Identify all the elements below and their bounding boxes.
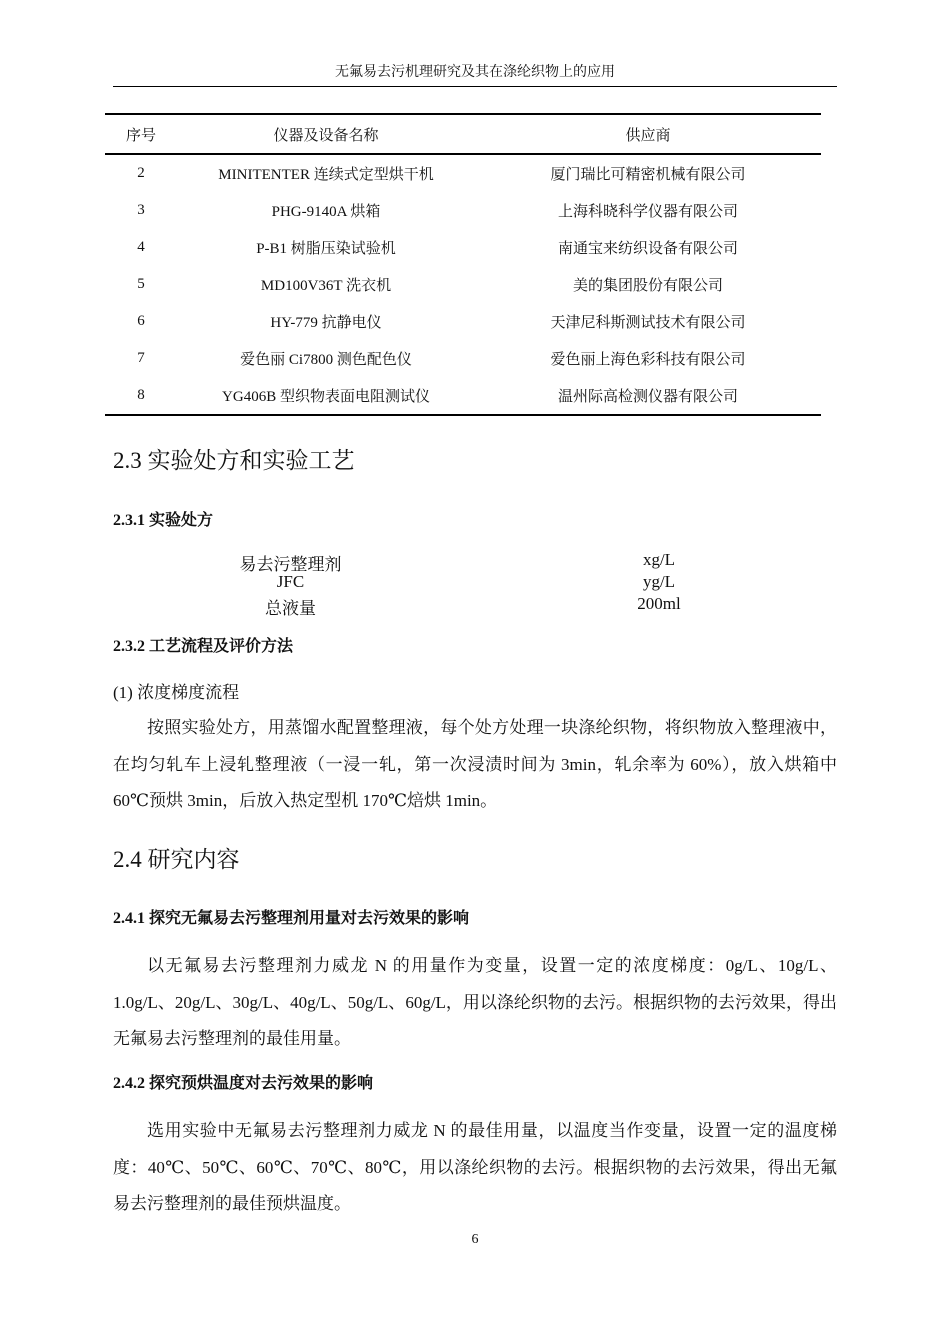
- column-header-equipment-name: 仪器及设备名称: [177, 114, 475, 154]
- section-heading-2-4: 2.4 研究内容: [113, 847, 240, 872]
- running-header: 无氟易去污机理研究及其在涤纶织物上的应用: [113, 64, 837, 87]
- cell-supplier: 上海科晓科学仪器有限公司: [557, 204, 738, 220]
- recipe-item-name: 易去污整理剂: [239, 555, 342, 574]
- cell-index: 6: [137, 313, 145, 329]
- paragraph-process: 按照实验处方，用蒸馏水配置整理液，每个处方处理一块涤纶织物，将织物放入整理液中，在均匀轧车上浸轧整理液（一浸一轧，第一次浸渍时间为 3min，轧余率为 60%），放入烘箱中 60℃预烘 3min，后放入热定型机 170℃焙烘 1min。: [113, 718, 837, 810]
- recipe-row: [113, 572, 837, 594]
- cell-equipment-name: PHG-9140A 烘箱: [271, 204, 381, 220]
- cell-index: 2: [137, 165, 145, 181]
- table-row: [105, 154, 821, 192]
- cell-supplier: 南通宝来纺织设备有限公司: [557, 241, 738, 257]
- cell-equipment-name: MINITENTER 连续式定型烘干机: [218, 167, 434, 183]
- table-row: [105, 340, 821, 377]
- subsection-heading-2-4-2: 2.4.2 探究预烘温度对去污效果的影响: [113, 1075, 374, 1092]
- subsection-heading-2-3-1: 2.3.1 实验处方: [113, 512, 214, 529]
- cell-index: 4: [137, 239, 145, 255]
- table-header-row: [105, 114, 821, 154]
- paragraph-temperature: 选用实验中无氟易去污整理剂力威龙 N 的最佳用量，以温度当作变量，设置一定的温度梯度：40℃、50℃、60℃、70℃、80℃，用以涤纶织物的去污。根据织物的去污效果，得出无氟易去污整理剂的最佳预烘温度。: [113, 1121, 837, 1213]
- recipe-list: [113, 550, 837, 616]
- table-row: [105, 377, 821, 415]
- cell-equipment-name: MD100V36T 洗衣机: [260, 278, 392, 294]
- recipe-item-name: JFC: [276, 572, 305, 591]
- recipe-item-value: yg/L: [642, 572, 676, 591]
- recipe-row: [113, 550, 837, 572]
- list-item-title: (1) 浓度梯度流程: [113, 683, 240, 702]
- cell-supplier: 爱色丽上海色彩科技有限公司: [550, 352, 746, 368]
- recipe-item-value: xg/L: [642, 550, 676, 569]
- cell-index: 8: [137, 387, 145, 403]
- section-heading-2-3: 2.3 实验处方和实验工艺: [113, 448, 355, 473]
- column-header-supplier: 供应商: [475, 114, 821, 154]
- cell-equipment-name: HY-779 抗静电仪: [270, 315, 382, 331]
- subsection-heading-2-4-1: 2.4.1 探究无氟易去污整理剂用量对去污效果的影响: [113, 910, 470, 927]
- recipe-item-value: 200ml: [637, 594, 681, 613]
- equipment-table: [105, 113, 821, 416]
- cell-equipment-name: 爱色丽 Ci7800 测色配色仪: [240, 352, 412, 368]
- table-row: [105, 192, 821, 229]
- page-number: 6: [471, 1232, 479, 1247]
- recipe-row: [113, 594, 837, 616]
- table-row: [105, 229, 821, 266]
- cell-index: 7: [137, 350, 145, 366]
- cell-supplier: 美的集团股份有限公司: [572, 278, 723, 294]
- cell-equipment-name: P-B1 树脂压染试验机: [256, 241, 396, 257]
- cell-index: 5: [137, 276, 145, 292]
- table-row: [105, 266, 821, 303]
- cell-supplier: 厦门瑞比可精密机械有限公司: [550, 167, 746, 183]
- column-header-index: 序号: [105, 114, 177, 154]
- recipe-item-name: 总液量: [265, 599, 316, 618]
- paragraph-dosage: 以无氟易去污整理剂力威龙 N 的用量作为变量，设置一定的浓度梯度：0g/L、10g/L、1.0g/L、20g/L、30g/L、40g/L、50g/L、60g/L，用以涤纶织物的去污。根据织物的去污效果，得出无氟易去污整理剂的最佳用量。: [113, 956, 837, 1048]
- cell-equipment-name: YG406B 型织物表面电阻测试仪: [222, 389, 430, 405]
- table-row: [105, 303, 821, 340]
- cell-supplier: 温州际高检测仪器有限公司: [557, 389, 738, 405]
- subsection-heading-2-3-2: 2.3.2 工艺流程及评价方法: [113, 638, 294, 655]
- cell-supplier: 天津尼科斯测试技术有限公司: [550, 315, 746, 331]
- cell-index: 3: [137, 202, 145, 218]
